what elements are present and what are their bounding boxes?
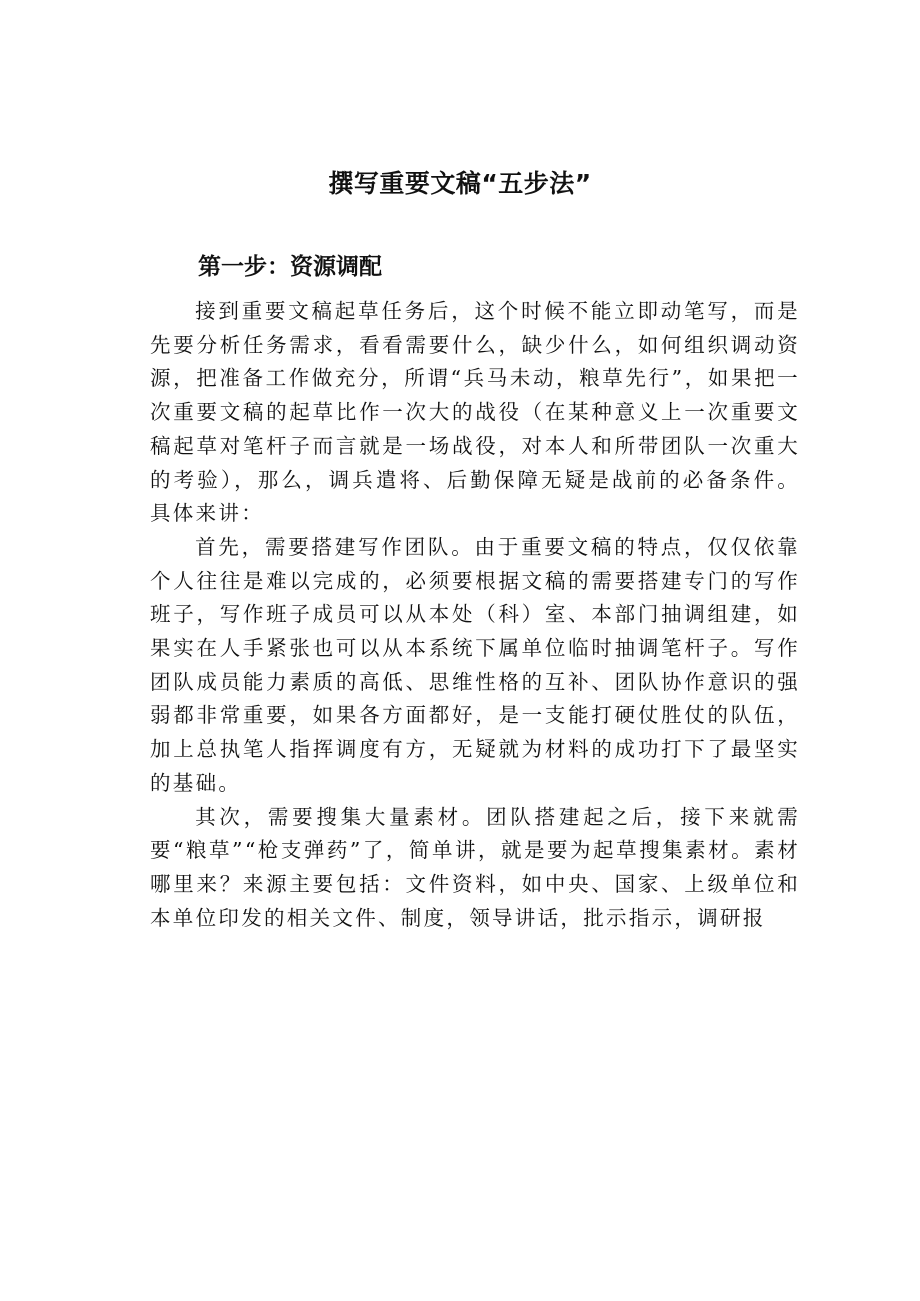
paragraph: 接到重要文稿起草任务后，这个时候不能立即动笔写，而是先要分析任务需求，看看需要什么，缺少什么，如何组织调动资源，把准备工作做充分，所谓“兵马未动，粮草先行”，如果把一次重要文稿的起草比作一次大的战役（在某种意义上一次重要文稿起草对笔杆子而言就是一场战役，对本人和所带团队一次重大的考验），那么，调兵遣将、后勤保障无疑是战前的必备条件。具体来讲：: [150, 299, 800, 526]
paragraph: 首先，需要搭建写作团队。由于重要文稿的特点，仅仅依靠个人往往是难以完成的，必须要根据文稿的需要搭建专门的写作班子，写作班子成员可以从本处（科）室、本部门抽调组建，如果实在人手紧张也可以从本系统下属单位临时抽调笔杆子。写作团队成员能力素质的高低、思维性格的互补、团队协作意识的强弱都非常重要，如果各方面都好，是一支能打硬仗胜仗的队伍，加上总执笔人指挥调度有方，无疑就为材料的成功打下了最坚实的基础。: [150, 534, 800, 795]
section-heading: 第一步：资源调配: [198, 254, 382, 280]
document-title: 撰写重要文稿“五步法”: [328, 169, 592, 198]
paragraph: 其次，需要搜集大量素材。团队搭建起之后，接下来就需要“粮草”“枪支弹药”了，简单讲，就是要为起草搜集素材。素材哪里来？来源主要包括：文件资料，如中央、国家、上级单位和本单位印发的相关文件、制度，领导讲话，批示指示，调研报: [150, 804, 800, 930]
document-body: [150, 295, 800, 935]
